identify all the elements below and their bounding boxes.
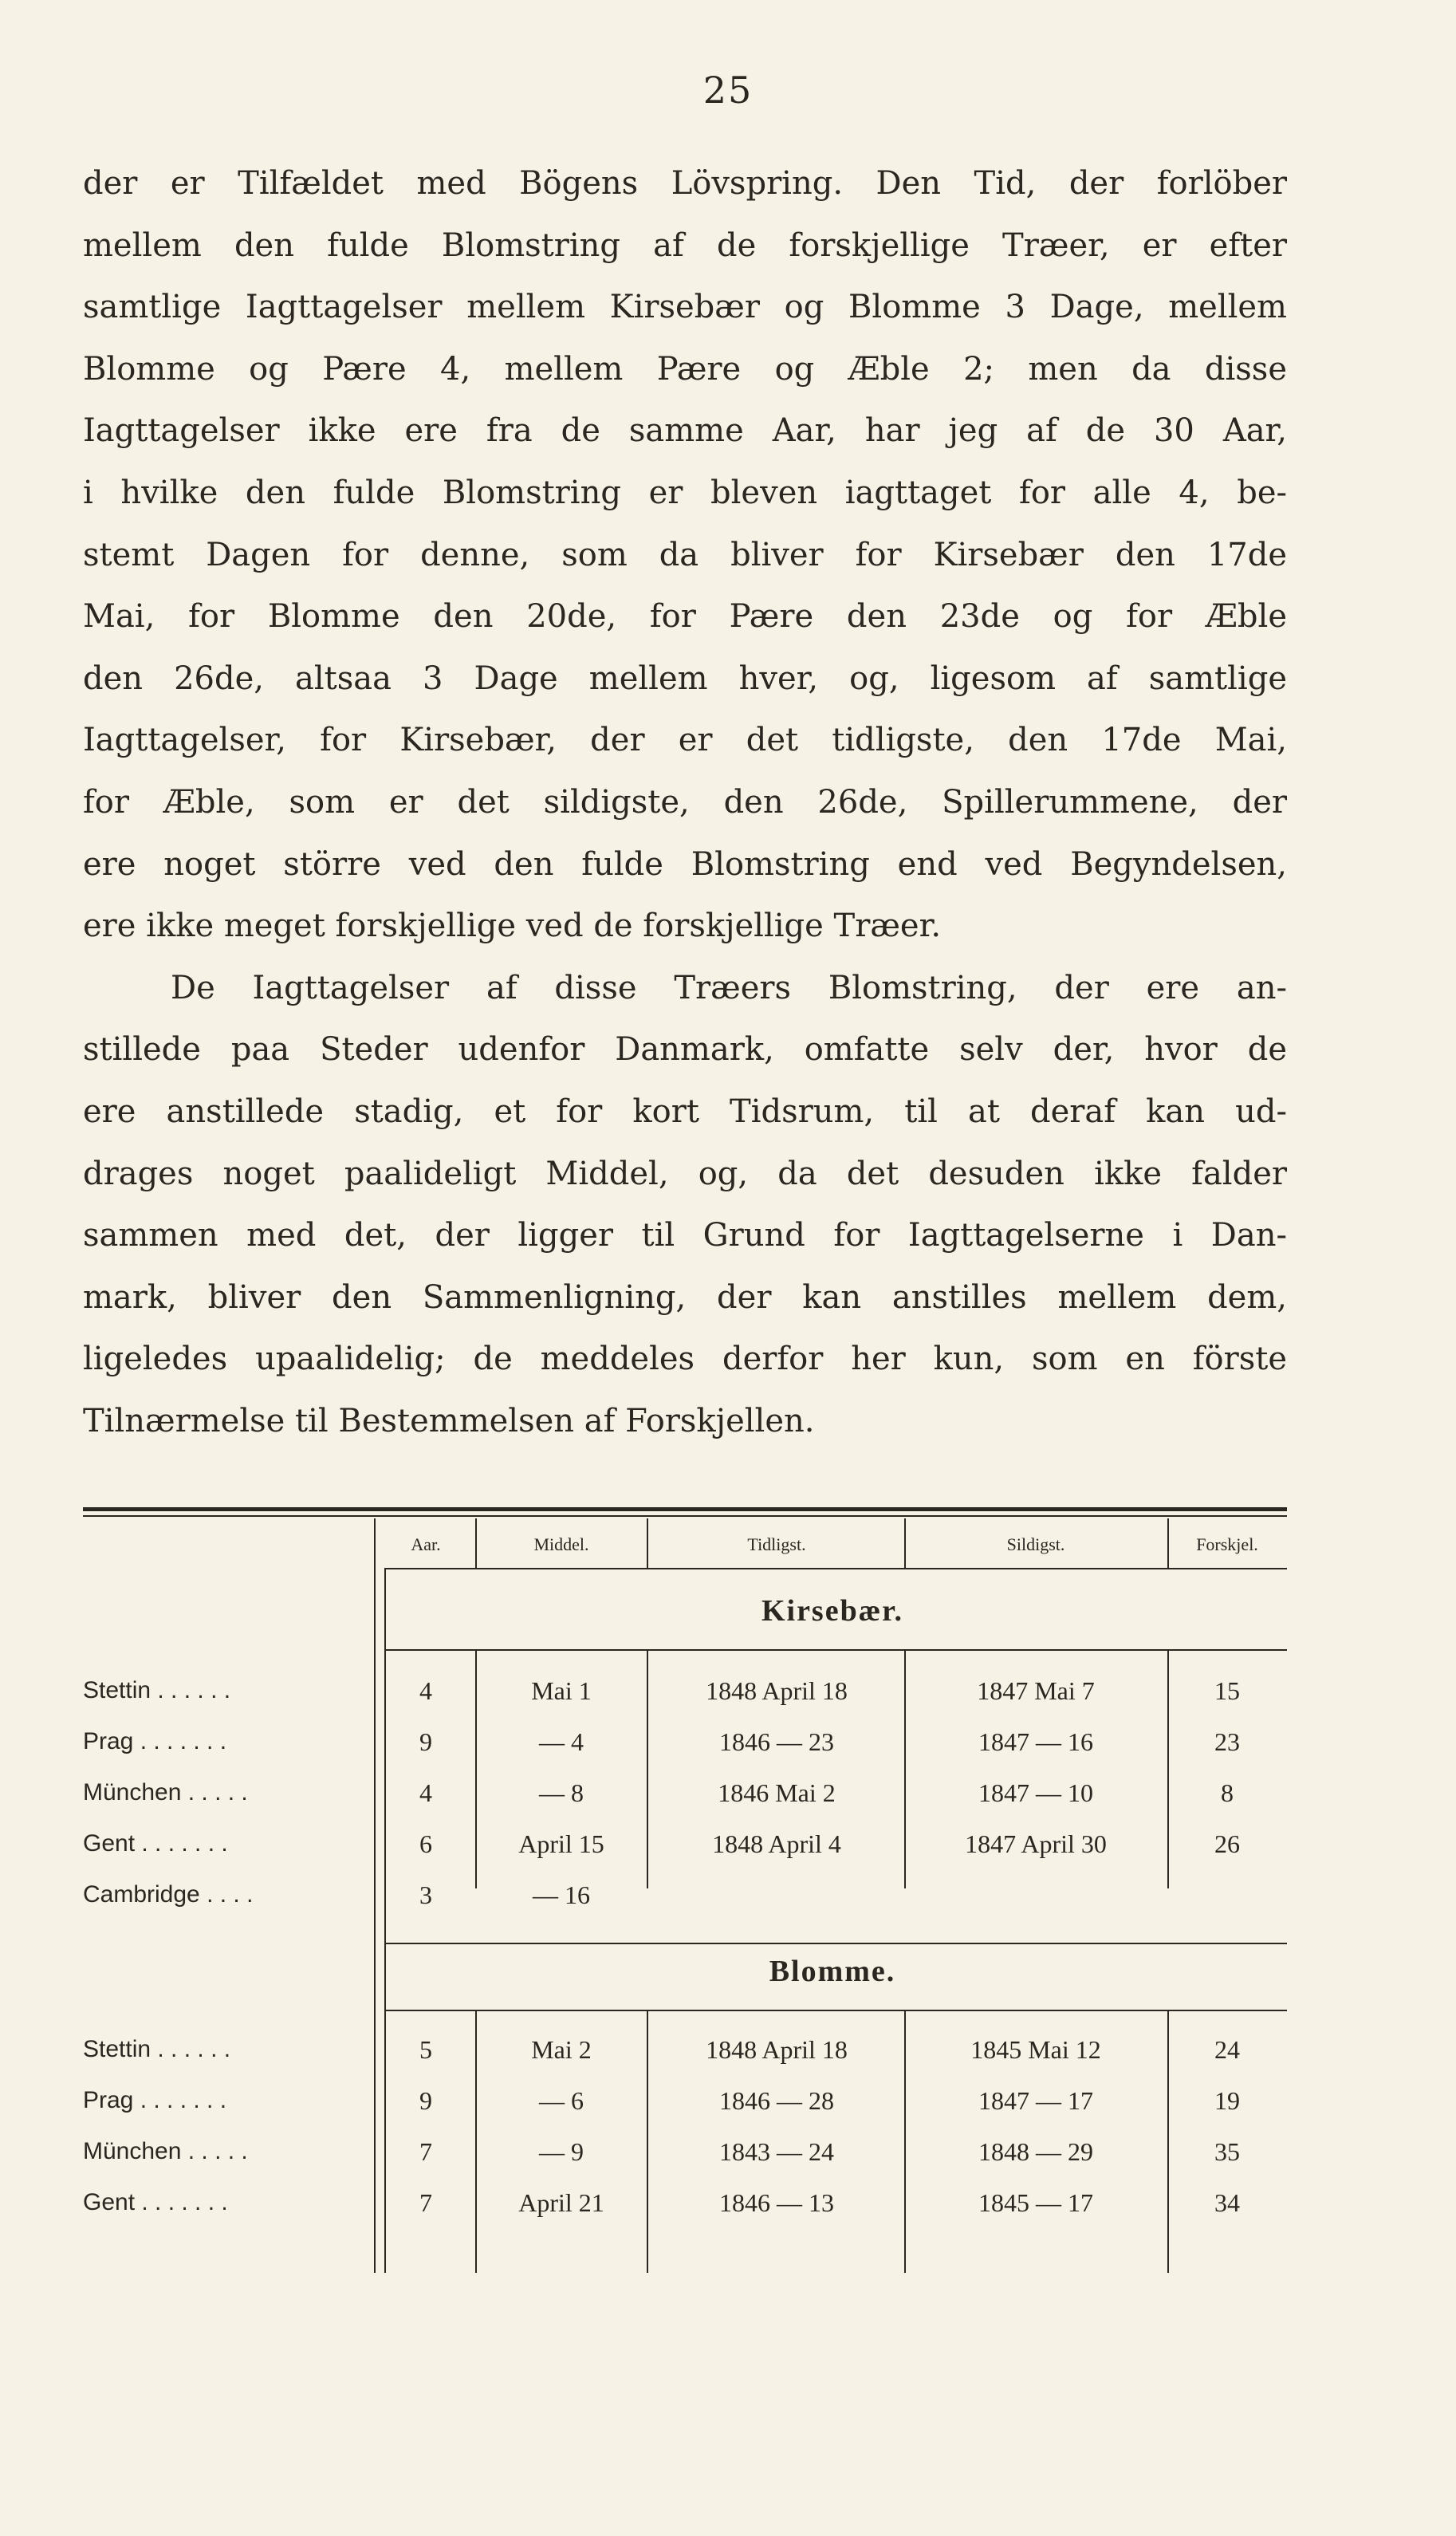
header-aar: Aar. (411, 1534, 441, 1554)
table-row (83, 2179, 1287, 2227)
cell-middel: Mai 2 (531, 2035, 592, 2064)
cell-sildigst (904, 1871, 1167, 1919)
cell-middel: April 15 (518, 1829, 604, 1858)
cell-sildigst: 1847 — 10 (978, 1778, 1093, 1807)
section-rule (384, 1649, 1287, 1651)
cell-tidligst: 1846 Mai 2 (718, 1778, 836, 1807)
table-row (83, 1769, 1287, 1817)
place-name: Cambridge . . . . (83, 1881, 254, 1908)
paragraph-line: drages noget paalideligt Middel, og, da det desuden ikke falder (83, 1155, 1287, 1192)
paragraph-line: Tilnærmelse til Bestemmelsen af Forskjellen. (83, 1402, 815, 1439)
header-rule (384, 1568, 1287, 1569)
cell-forskjel: 23 (1214, 1727, 1240, 1756)
cell-forskjel: 15 (1214, 1676, 1240, 1705)
place-name: München . . . . . (83, 2138, 248, 2164)
place-name: München . . . . . (83, 1779, 248, 1806)
place-name: Stettin . . . . . . (83, 2036, 231, 2062)
paragraph-line: sammen med det, der ligger til Grund for Iagttagelserne i Dan- (83, 1217, 1287, 1254)
cell-forskjel: 8 (1221, 1778, 1234, 1807)
cell-aar: 4 (419, 1778, 432, 1807)
paragraph-line: mellem den fulde Blomstring af de forskjellige Træer, er efter (83, 226, 1287, 264)
place-name: Gent . . . . . . . (83, 1830, 228, 1857)
table-row (83, 2128, 1287, 2176)
table-row (83, 1667, 1287, 1715)
cell-tidligst (649, 1871, 904, 1919)
cell-forskjel: 26 (1214, 1829, 1240, 1858)
cell-middel: — 8 (539, 1778, 584, 1807)
paragraph-line: i hvilke den fulde Blomstring er bleven iagttaget for alle 4, be- (83, 474, 1287, 511)
cell-aar: 9 (419, 2086, 432, 2115)
cell-aar: 5 (419, 2035, 432, 2064)
cell-middel: — 9 (539, 2137, 584, 2166)
cell-middel: April 21 (518, 2188, 604, 2217)
paragraph-line: ere noget större ved den fulde Blomstring end ved Begyndelsen, (83, 845, 1287, 883)
table-row (83, 1871, 1287, 1919)
cell-middel: — 16 (533, 1880, 590, 1909)
cell-aar: 4 (419, 1676, 432, 1705)
paragraph-line: De Iagttagelser af disse Træers Blomstring, der ere an- (171, 969, 1287, 1006)
paragraph-line: Blomme og Pære 4, mellem Pære og Æble 2; men da disse (83, 350, 1287, 388)
cell-forskjel (1167, 1871, 1287, 1919)
place-name: Prag . . . . . . . (83, 1728, 227, 1754)
body-text (83, 153, 1287, 1452)
paragraph-line: Iagttagelser ikke ere fra de samme Aar, har jeg af de 30 Aar, (83, 412, 1287, 450)
paragraph-line: ligeledes upaalidelig; de meddeles derfor her kun, som en förste (83, 1341, 1287, 1378)
cell-tidligst: 1848 April 18 (706, 2035, 848, 2064)
cell-aar: 7 (419, 2137, 432, 2166)
section-rule (384, 1943, 1287, 1944)
table-row (83, 1820, 1287, 1868)
paragraph-line: Iagttagelser, for Kirsebær, der er det tidligste, den 17de Mai, (83, 722, 1287, 759)
place-name: Gent . . . . . . . (83, 2189, 228, 2215)
table-row (83, 2077, 1287, 2124)
place-name: Prag . . . . . . . (83, 2087, 227, 2113)
paragraph-line: Mai, for Blomme den 20de, for Pære den 23de og for Æble (83, 598, 1287, 636)
cell-sildigst: 1848 — 29 (978, 2137, 1093, 2166)
cell-forskjel: 34 (1214, 2188, 1240, 2217)
page-number: 25 (702, 69, 754, 112)
cell-middel: — 4 (539, 1727, 584, 1756)
paragraph-line: der er Tilfældet med Bögens Lövspring. Den Tid, der forlöber (83, 165, 1287, 202)
header-forskjel: Forskjel. (1196, 1534, 1258, 1554)
place-name: Stettin . . . . . . (83, 1677, 231, 1703)
header-tidligst: Tidligst. (747, 1534, 806, 1554)
cell-tidligst: 1848 April 18 (706, 1676, 848, 1705)
cell-aar: 9 (419, 1727, 432, 1756)
cell-tidligst: 1846 — 28 (719, 2086, 834, 2115)
cell-forskjel: 35 (1214, 2137, 1240, 2166)
cell-tidligst: 1846 — 13 (719, 2188, 834, 2217)
paragraph-line: stemt Dagen for denne, som da bliver for Kirsebær den 17de (83, 536, 1287, 573)
cell-aar: 7 (419, 2188, 432, 2217)
cell-sildigst: 1847 — 16 (978, 1727, 1093, 1756)
cell-sildigst: 1845 — 17 (978, 2188, 1093, 2217)
paragraph-line: ere anstillede stadig, et for kort Tidsrum, til at deraf kan ud- (83, 1093, 1287, 1130)
cell-middel: — 6 (539, 2086, 584, 2115)
cell-tidligst: 1846 — 23 (719, 1727, 834, 1756)
table-top-rule (83, 1507, 1287, 1511)
cell-forskjel: 24 (1214, 2035, 1240, 2064)
cell-sildigst: 1847 April 30 (965, 1829, 1107, 1858)
section-title-blomme: Blomme. (769, 1955, 896, 1988)
cell-sildigst: 1845 Mai 12 (970, 2035, 1101, 2064)
paragraph-line: samtlige Iagttagelser mellem Kirsebær og Blomme 3 Dage, mellem (83, 289, 1287, 326)
cell-sildigst: 1847 Mai 7 (977, 1676, 1095, 1705)
header-sildigst: Sildigst. (1006, 1534, 1065, 1554)
flowering-table (83, 1507, 1287, 2273)
table-row (83, 2026, 1287, 2073)
cell-tidligst: 1848 April 4 (712, 1829, 841, 1858)
paragraph-line: ere ikke meget forskjellige ved de forskjellige Træer. (83, 908, 942, 945)
header-middel: Middel. (533, 1534, 589, 1554)
cell-aar: 6 (419, 1829, 432, 1858)
paragraph-line: mark, bliver den Sammenligning, der kan anstilles mellem dem, (83, 1278, 1287, 1316)
table-column-divider (475, 1518, 477, 1568)
cell-middel: Mai 1 (531, 1676, 592, 1705)
section-title-kirsebaer: Kirsebær. (761, 1594, 904, 1628)
table-column-divider (647, 1518, 648, 1568)
paragraph-line: stillede paa Steder udenfor Danmark, omfatte selv der, hvor de (83, 1031, 1287, 1069)
section-rule (384, 2010, 1287, 2011)
paragraph-line: for Æble, som er det sildigste, den 26de, Spillerummene, der (83, 783, 1287, 821)
cell-tidligst: 1843 — 24 (719, 2137, 834, 2166)
cell-aar: 3 (419, 1880, 432, 1909)
cell-forskjel: 19 (1214, 2086, 1240, 2115)
cell-sildigst: 1847 — 17 (978, 2086, 1093, 2115)
table-row (83, 1718, 1287, 1766)
paragraph-line: den 26de, altsaa 3 Dage mellem hver, og, ligesom af samtlige (83, 660, 1287, 697)
table-top-rule-thin (83, 1515, 1287, 1517)
